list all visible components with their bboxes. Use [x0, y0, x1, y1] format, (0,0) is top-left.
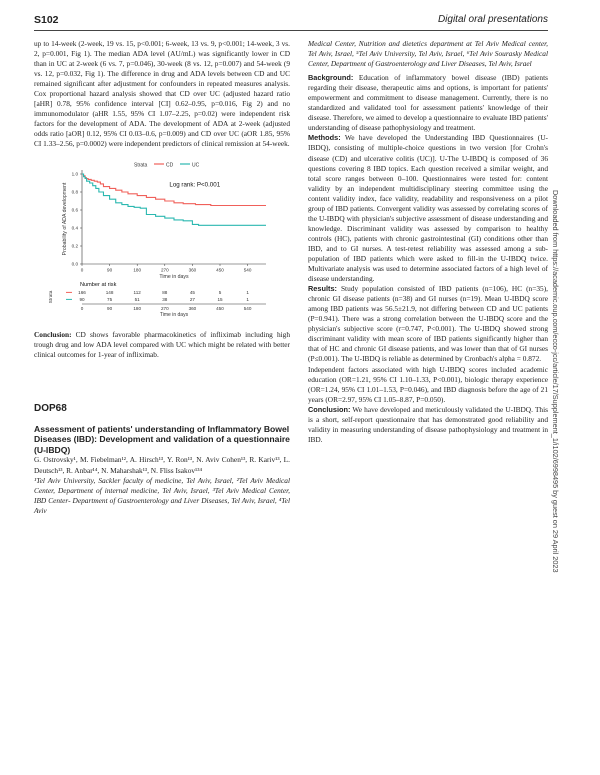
- conclusion-label: Conclusion:: [308, 404, 351, 414]
- y-tick-label: 0.4: [71, 225, 78, 231]
- y-tick-label: 1.0: [71, 171, 78, 177]
- risk-cell: 38: [162, 296, 168, 302]
- intro-paragraph: up to 14-week (2-week, 19 vs. 15, p<0.001; 6-week, 13 vs. 9, p<0.001; 14-week, 3 vs. 2, p=0.001, Fig 1). The median ADA level (AU/mL) was significantly lower in CD than in UC at 2-week (6 vs. 7, p=0.046), 30-week (8 vs. 12, p=0.007) and 54-week (9 vs. 12, p=0.032, Fig 1). The difference in drug and ADA levels between CD and UC remained significant after adjustment for confounders in repeated measures analysis. Cox proportional hazard analysis showed that CD over UC (adjusted hazard ratio [aHR] 0.78, 95% confidence interval [CI] 0.62–0.95, p=0.016, Fig 2) and no immunomodulator (aHR 1.55, 95% CI 1.07–2.25, p=0.02) were independent risk factors for the development of ADA. The development of ADA at 2-week (adjusted odds ratio [aOR] 0.12, 95% CI 0.03–0.6, p=0.009) and CD over UC (aOR 1.85, 95% CI 1.33–2.56, p=0.0002) were independent predictors of clinical remission at 54-week.: [34, 39, 290, 149]
- risk-cell: 148: [105, 289, 114, 295]
- risk-cell: 1: [246, 296, 249, 302]
- x-tick-label: 450: [216, 267, 224, 273]
- risk-cell: 27: [189, 296, 195, 302]
- risk-x-tick-label: 360: [188, 305, 197, 311]
- results-text: Study population consisted of IBD patients (n=106), HC (n=35), chronic GI disease patients (n=38) and GI nurses (n=19). Mean U-IBDQ score among IBD patients was 56.5±21.9, not differing between CD and UC patients (P=0.941). There was a strong correlation between the U-IBDQ score and the physician's subjective score (r=0.747, P<0.001). The U-IBDQ showed strong discriminant validity with mean score of IBD patients significantly higher than that of HC and chronic GI disease patients, and was lower than that of GI nurses (P≤0.001). The U-IBDQ is reliable as determined by Cronbach's alpha = 0.872.: [308, 284, 548, 364]
- risk-table-title: Number at risk: [80, 281, 117, 288]
- x-axis-label: Time in days: [159, 273, 189, 280]
- background-label: Background:: [308, 73, 354, 83]
- background-section: [308, 73, 548, 133]
- risk-cell: 1: [246, 289, 249, 295]
- abstract-code: DOP68: [34, 402, 67, 414]
- results-label: Results:: [308, 284, 337, 294]
- risk-x-tick-label: 270: [160, 305, 169, 311]
- risk-x-tick-label: 450: [216, 305, 224, 311]
- y-axis-label: Probability of ADA development: [62, 182, 68, 255]
- risk-x-tick-label: 0: [80, 305, 84, 311]
- conclusion-section: [308, 405, 548, 445]
- logrank-annotation: Log rank: P<0.001: [169, 181, 221, 189]
- page-number: S102: [34, 14, 59, 26]
- risk-x-tick-label: 90: [107, 305, 113, 311]
- risk-cell: 112: [133, 289, 141, 295]
- methods-section: [308, 133, 548, 284]
- affiliations-right: Medical Center, Nutrition and dietetics department at Tel Aviv Medical center, Tel Aviv, Israel, ⁵Tel Aviv University, Tel Aviv, Israel, ⁶Tel Aviv Sourasky Medical Center, Department of Gastroenterology and Liver Diseases, Tel Aviv, Israel: [308, 39, 548, 69]
- risk-cell: 75: [107, 296, 113, 302]
- legend-prefix: Strata: [134, 162, 148, 169]
- y-tick-label: 0.2: [71, 243, 78, 249]
- risk-cell: 51: [134, 296, 140, 302]
- conclusion-text: We have developed and meticulously validated the U-IBDQ. This is a short, self-report questionnaire that has demonstrated good reliability and validity in measuring understanding of disease pathophysiology and treatment in IBD.: [308, 404, 548, 444]
- background-text: Education of inflammatory bowel disease (IBD) patients regarding their disease, therapeutic aims and options, is important for patients' empowerment and commitment to disease management. Currently, there is no standardized and validated tool for assessment patients' knowledge of their disease. Therefore, we aimed to develop a questionnaire to evaluate IBD patients' understanding of disease pathophysiology and treatment.: [308, 73, 548, 133]
- risk-cell: 5: [218, 289, 222, 295]
- left-conclusion-text: CD shows favorable pharmacokinetics of infliximab including high trough drug and low ADA level compared with UC which might be related with better clinical outcomes for 1-year of infliximab.: [34, 329, 290, 359]
- header-rule: [34, 30, 548, 31]
- km-chart-svg: [34, 156, 290, 322]
- page-header: [34, 14, 548, 30]
- left-column: [34, 39, 290, 516]
- km-curve-cd: [82, 174, 266, 206]
- methods-text: We have developed the Understanding IBD Questionnaires (U-IBDQ), consisting of multiple-choice questions in two version [for Crohn's disease (CD) and ulcerative colitis (UC)]. U-The U-IBDQ is composed of 36 questions covering 8 IBD topics. Each question received a similar weight, and total score ranges between 0–100. Questionnaires were tested for: content validity by an independent multidisciplinary steering committee using the content validity index, face validity, readability and responsiveness on a pilot group of IBD patients. Convergent validity was assessed by correlating scores of the U-IBDQ with physician's subjective assessment of disease understanding and knowledge. Discriminant validity was assessed by comparison to healthy controls (HC), patients with chronic gastrointestinal (GI) conditions other than IBD, and to GI nurses. A test-retest reliability was assessed among a sub-population of IBD patients which were asked to fill-in the U-IBDQ twice. Multivariate analysis was used to determine associated factors of a high level of disease understanding.: [308, 133, 548, 284]
- left-conclusion: [34, 330, 290, 360]
- legend-label-cd: CD: [166, 162, 174, 169]
- results-section-2: Independent factors associated with high U-IBDQ scores included academic education (OR=1.21, 95% CI 1.10–1.33, P<0.001), biologic therapy experience (OR=1.24, 95% CI 1.01–1.53, P=0.046), and IBD diagnosis before the age of 21 years (OR=2.97, 95% CI 1.05–8.87, P=0.050).: [308, 364, 548, 404]
- risk-x-axis-label: Time in days: [159, 311, 189, 318]
- download-side-note: Downloaded from https://academic.oup.com/ecco-jcc/article/17/Supplement_1/i102/6998495 by guest on 29 April 2023: [551, 190, 560, 573]
- results-section: [308, 284, 548, 364]
- risk-x-tick-label: 540: [243, 305, 252, 311]
- section-title: Digital oral presentations: [437, 14, 548, 25]
- y-tick-label: 0.6: [71, 207, 78, 213]
- risk-cell: 45: [189, 289, 195, 295]
- x-tick-label: 360: [188, 267, 197, 273]
- km-chart: [34, 156, 290, 322]
- risk-cell: 88: [162, 289, 168, 295]
- risk-row-label: Strata: [49, 290, 54, 303]
- legend-label-uc: UC: [192, 162, 200, 169]
- risk-cell: 15: [217, 296, 223, 302]
- abstract-authors: G. Ostrovsky¹, M. Fiebelman¹², A. Hirsch¹³, Y. Ron¹³, N. Aviv Cohen¹³, R. Kariv¹³, L. Deutsch¹³, R. Anbar¹⁴, N. Maharshak¹³, N. Fliss Isakov¹³⁴: [34, 455, 290, 475]
- x-tick-label: 0: [80, 267, 84, 273]
- y-tick-label: 0.0: [71, 261, 78, 267]
- methods-label: Methods:: [308, 133, 341, 143]
- x-tick-label: 180: [133, 267, 142, 273]
- risk-x-tick-label: 180: [133, 305, 142, 311]
- x-tick-label: 540: [243, 267, 252, 273]
- x-tick-label: 270: [160, 267, 169, 273]
- risk-cell: 166: [78, 289, 86, 295]
- risk-cell: 90: [79, 296, 85, 302]
- right-column: [308, 39, 548, 445]
- affiliations-left: ¹Tel Aviv University, Sackler faculty of medicine, Tel Aviv, Israel, ²Tel Aviv Medical Center, Department of internal medicine, Tel Aviv, Israel, ³Tel Aviv Medical Center, IBD Center- Department of Gastroenterology and Liver Diseases, Tel Aviv, Israel, ⁴Tel Aviv: [34, 475, 290, 515]
- abstract-title: Assessment of patients' understanding of Inflammatory Bowel Diseases (IBD): Development and validation of a questionnaire (U-IBDQ): [34, 423, 290, 455]
- left-conclusion-label: Conclusion:: [34, 329, 72, 339]
- x-tick-label: 90: [107, 267, 113, 273]
- y-tick-label: 0.8: [71, 189, 78, 195]
